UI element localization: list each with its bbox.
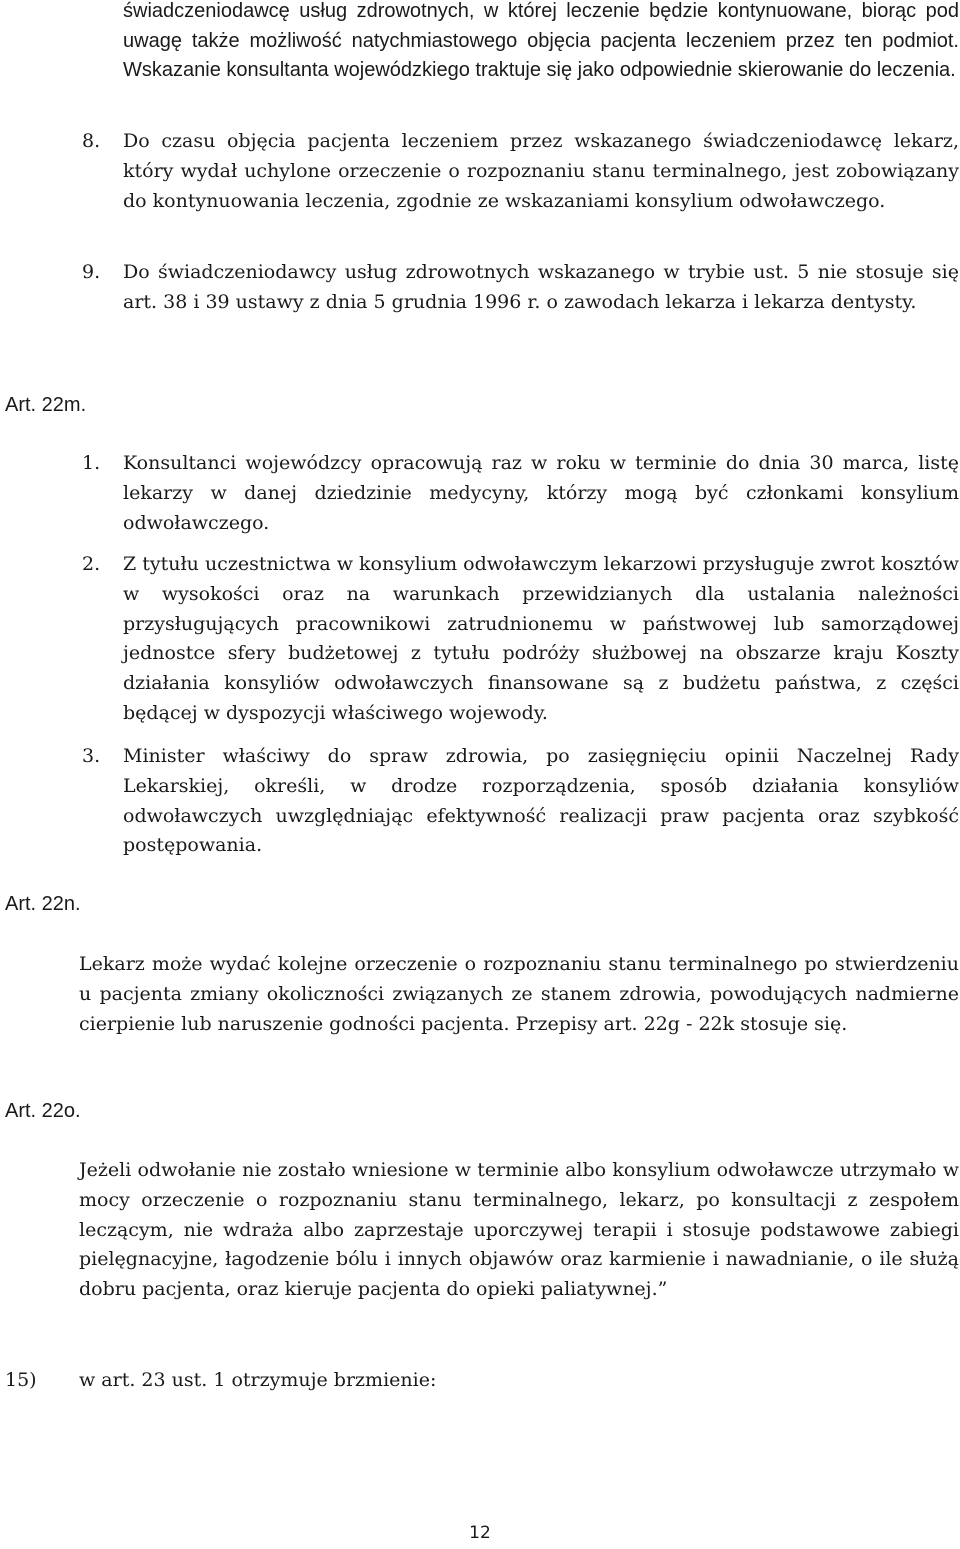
item-text-9: Do świadczeniodawcy usług zdrowotnych wskazanego w trybie ust. 5 nie stosuje się art. 38 i 39 ustawy z dnia 5 grudnia 1996 r. o zawodach lekarza i lekarza dentysty. (123, 261, 959, 313)
article-heading-22m: Art. 22m. (5, 394, 87, 416)
art22m-item-text-1: Konsultanci wojewódzcy opracowują raz w roku w terminie do dnia 30 marca, listę lekarzy w danej dziedzinie medycyny, którzy mogą być członkami konsylium odwoławczego. (123, 452, 959, 534)
article-heading-22o: Art. 22o. (5, 1100, 81, 1122)
amendment-text: w art. 23 ust. 1 otrzymuje brzmienie: (79, 1369, 437, 1391)
item-number-9: 9. (82, 261, 101, 283)
article-heading-22n: Art. 22n. (5, 893, 81, 915)
art22m-item-text-2: Z tytułu uczestnictwa w konsylium odwoławczym lekarzowi przysługuje zwrot kosztów w wysokości oraz na warunkach przewidzianych dla ustalania należności przysługujących pracownikowi zatrudnionemu w państwowej lub samorządowej jednostce sfery budżetowej z tytułu podróży służbowej na obszarze kraju Koszty działania konsyliów odwoławczych finansowane są z budżetu państwa, z części będącej w dyspozycji właściwego wojewody. (123, 553, 959, 724)
page-number: 12 (469, 1523, 491, 1543)
item-number-8: 8. (82, 130, 101, 152)
art22m-item-number-1: 1. (82, 452, 101, 474)
art22m-item-text-3: Minister właściwy do spraw zdrowia, po zasięgnięciu opinii Naczelnej Rady Lekarskiej, określi, w drodze rozporządzenia, sposób działania konsyliów odwoławczych uwzględniając efektywność realizacji praw pacjenta oraz szybkość postępowania. (123, 745, 959, 857)
amendment-number: 15) (5, 1369, 37, 1391)
art22n-paragraph: Lekarz może wydać kolejne orzeczenie o rozpoznaniu stanu terminalnego po stwierdzeniu u pacjenta zmiany okoliczności związanych ze stanem zdrowia, powodujących nadmierne cierpienie lub naruszenie godności pacjenta. Przepisy art. 22g - 22k stosuje się. (79, 953, 959, 1035)
art22m-item-number-3: 3. (82, 745, 101, 767)
continuation-paragraph: świadczeniodawcę usług zdrowotnych, w której leczenie będzie kontynuowane, biorąc pod uwagę także możliwość natychmiastowego objęcia pacjenta leczeniem przez ten podmiot. Wskazanie konsultanta wojewódzkiego traktuje się jako odpowiednie skierowanie do leczenia. (123, 0, 959, 82)
art22o-paragraph: Jeżeli odwołanie nie zostało wniesione w terminie albo konsylium odwoławcze utrzymało w mocy orzeczenie o rozpoznaniu stanu terminalnego, lekarz, po konsultacji z zespołem leczącym, nie wdraża albo zaprzestaje uporczywej terapii i stosuje podstawowe zabiegi pielęgnacyjne, łagodzenie bólu i innych objawów oraz karmienie i nawadnianie, o ile służą dobru pacjenta, oraz kieruje pacjenta do opieki paliatywnej.” (79, 1159, 959, 1301)
item-text-8: Do czasu objęcia pacjenta leczeniem przez wskazanego świadczeniodawcę lekarz, który wydał uchylone orzeczenie o rozpoznaniu stanu terminalnego, jest zobowiązany do kontynuowania leczenia, zgodnie ze wskazaniami konsylium odwoławczego. (123, 130, 959, 212)
art22m-item-number-2: 2. (82, 553, 101, 575)
